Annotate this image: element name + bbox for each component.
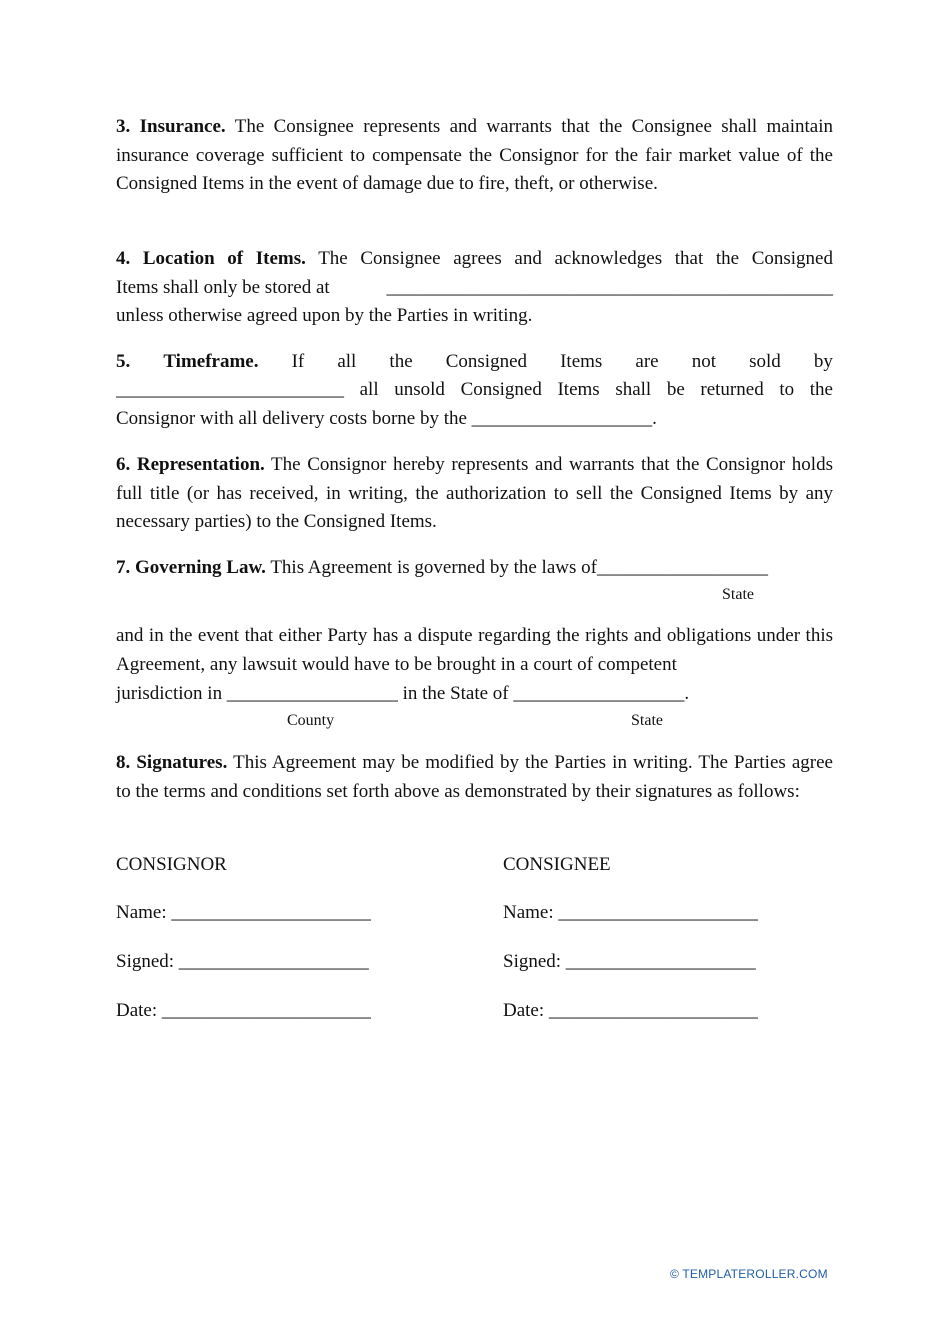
timeframe-word: the <box>809 379 833 400</box>
section-location-line2-text: Items shall only be stored at <box>116 276 330 298</box>
section-location-line2 <box>116 274 833 303</box>
section-location <box>116 245 833 331</box>
section-signatures <box>116 749 833 806</box>
section-timeframe-line1 <box>116 348 833 377</box>
timeframe-word: are <box>635 351 659 372</box>
timeframe-word: not <box>691 351 716 372</box>
consignor-title: CONSIGNOR <box>116 854 227 875</box>
governing-law-state-blank[interactable]: This Agreement is governed by the laws of__________________ <box>270 557 768 578</box>
timeframe-word: the <box>389 351 413 372</box>
section-representation-heading: 6. Representation. <box>116 454 265 475</box>
return-date-blank[interactable]: ________________________ <box>116 379 344 400</box>
consignee-signed-field[interactable]: Signed: ____________________ <box>503 951 756 972</box>
section-representation-text: The Consignor hereby represents and warrants that the Consignor holds full title (or has received, in writing, the authorization to sell the Consigned Items by any necessary parties) to the Consigned Items. <box>116 454 833 533</box>
caption-state: State <box>631 712 663 729</box>
section-timeframe-heading: Timeframe. <box>163 351 259 372</box>
timeframe-word: Items <box>557 379 600 400</box>
timeframe-word: Consigned <box>445 351 528 372</box>
section-representation <box>116 451 833 537</box>
timeframe-word: shall <box>615 379 652 400</box>
consignee-title: CONSIGNEE <box>503 854 611 875</box>
timeframe-word: all <box>359 379 379 400</box>
footer-copyright-link[interactable]: © TEMPLATEROLLER.COM <box>670 1267 828 1281</box>
section-location-line1 <box>116 245 833 274</box>
caption-county: County <box>287 712 335 729</box>
section-location-line3: unless otherwise agreed upon by the Parties in writing. <box>116 305 533 327</box>
timeframe-word: returned <box>700 379 764 400</box>
section-signatures-text: This Agreement may be modified by the Parties in writing. The Parties agree to the terms and conditions set forth above as demonstrated by their signatures as follows: <box>116 752 833 802</box>
timeframe-word: If <box>291 351 305 372</box>
consignee-date-field[interactable]: Date: ______________________ <box>503 1000 758 1021</box>
section-governing-law-line1 <box>116 554 768 583</box>
section-location-line1-text: The Consignee agrees and acknowledges that the Consigned <box>318 248 833 269</box>
storage-location-blank[interactable]: _______________________________________________ <box>386 276 833 298</box>
timeframe-word: sold <box>749 351 781 372</box>
timeframe-word: unsold <box>394 379 445 400</box>
section-timeframe-line2 <box>116 376 833 405</box>
timeframe-word: to <box>779 379 795 400</box>
section-signatures-heading: 8. Signatures. <box>116 752 228 773</box>
timeframe-word: by <box>813 351 833 372</box>
timeframe-word: Consigned <box>460 379 542 400</box>
timeframe-word: be <box>666 379 685 400</box>
section-insurance-heading: 3. Insurance. <box>116 116 226 137</box>
consignor-signed-field[interactable]: Signed: ____________________ <box>116 951 369 972</box>
consignor-date-field[interactable]: Date: ______________________ <box>116 1000 371 1021</box>
section-location-heading: 4. Location of Items. <box>116 248 306 269</box>
section-governing-law-heading: 7. Governing Law. <box>116 557 266 578</box>
section-insurance <box>116 113 833 199</box>
section-timeframe-line3: Consignor with all delivery costs borne by the ___________________. <box>116 408 657 429</box>
timeframe-word: Items <box>560 351 603 372</box>
section-timeframe-number: 5. <box>116 351 131 372</box>
jurisdiction-line[interactable]: jurisdiction in __________________ in the State of __________________. <box>116 683 690 704</box>
caption-state: State <box>722 586 754 603</box>
section-governing-law-para2: and in the event that either Party has a dispute regarding the rights and obligations under this Agreement, any lawsuit would have to be brought in a court of competent <box>116 625 833 675</box>
section-insurance-text: The Consignee represents and warrants that the Consignee shall maintain insurance coverage sufficient to compensate the Consignor for the fair market value of the Consigned Items in the event of damage due to fire, theft, or otherwise. <box>116 116 833 195</box>
consignee-name-field[interactable]: Name: _____________________ <box>503 902 758 923</box>
consignor-name-field[interactable]: Name: _____________________ <box>116 902 371 923</box>
timeframe-word: all <box>337 351 357 372</box>
